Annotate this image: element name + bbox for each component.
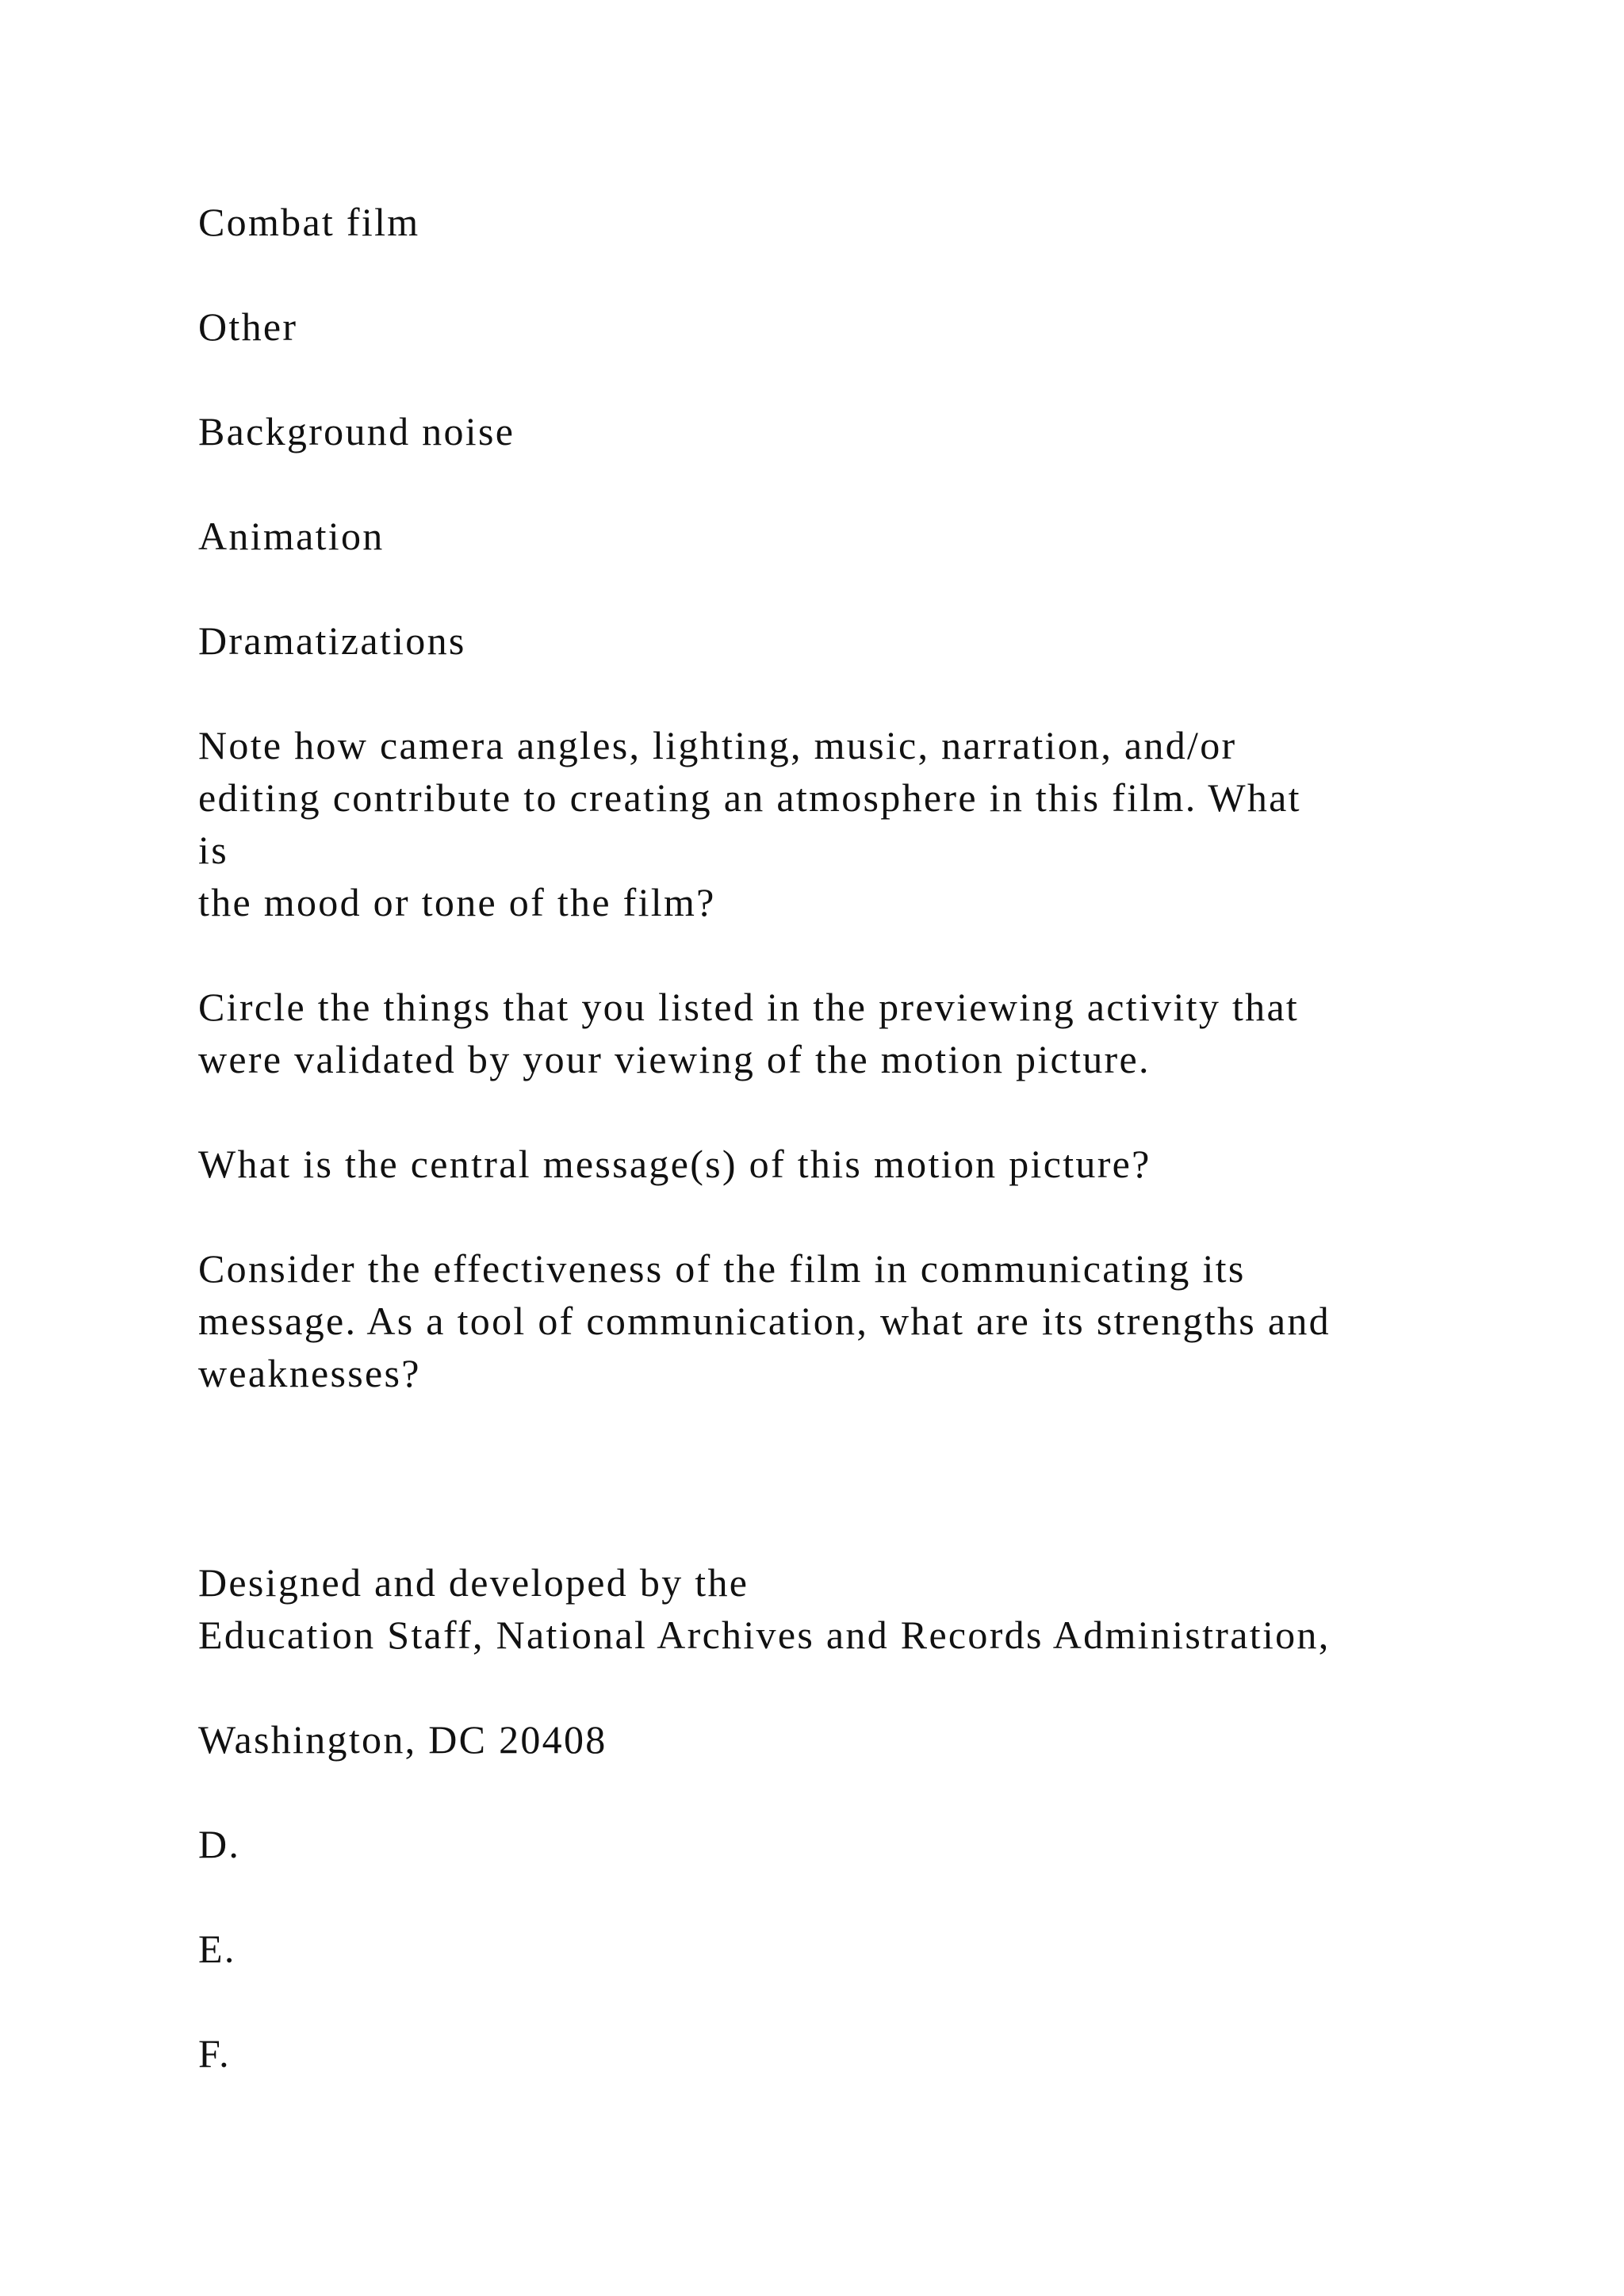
question-circle-line-2: were validated by your viewing of the motion picture.: [198, 1037, 1151, 1081]
question-effectiveness-line-2: message. As a tool of communication, what are its strengths and: [198, 1299, 1331, 1343]
credit-line-2: Education Staff, National Archives and Records Administration,: [198, 1613, 1331, 1657]
question-central-message: What is the central message(s) of this motion picture?: [198, 1142, 1151, 1186]
text-line-other: Other: [198, 304, 298, 349]
credit-address: Washington, DC 20408: [198, 1717, 607, 1762]
credit-line-1: Designed and developed by the: [198, 1560, 749, 1605]
text-line-background-noise: Background noise: [198, 409, 515, 453]
list-label-f: F.: [198, 2031, 231, 2076]
question-camera-line-1: Note how camera angles, lighting, music, narration, and/or: [198, 723, 1237, 767]
text-line-animation: Animation: [198, 514, 385, 558]
question-camera-line-2: editing contribute to creating an atmosphere in this film. What: [198, 775, 1301, 820]
question-camera-line-4: the mood or tone of the film?: [198, 880, 716, 924]
text-line-combat-film: Combat film: [198, 200, 420, 244]
list-label-d: D.: [198, 1822, 241, 1866]
question-circle-line-1: Circle the things that you listed in the previewing activity that: [198, 985, 1300, 1029]
text-line-dramatizations: Dramatizations: [198, 618, 466, 663]
list-label-e: E.: [198, 1927, 236, 1971]
question-camera-line-3: is: [198, 828, 228, 872]
question-effectiveness-line-1: Consider the effectiveness of the film in communicating its: [198, 1246, 1246, 1291]
question-effectiveness-line-3: weaknesses?: [198, 1351, 421, 1395]
